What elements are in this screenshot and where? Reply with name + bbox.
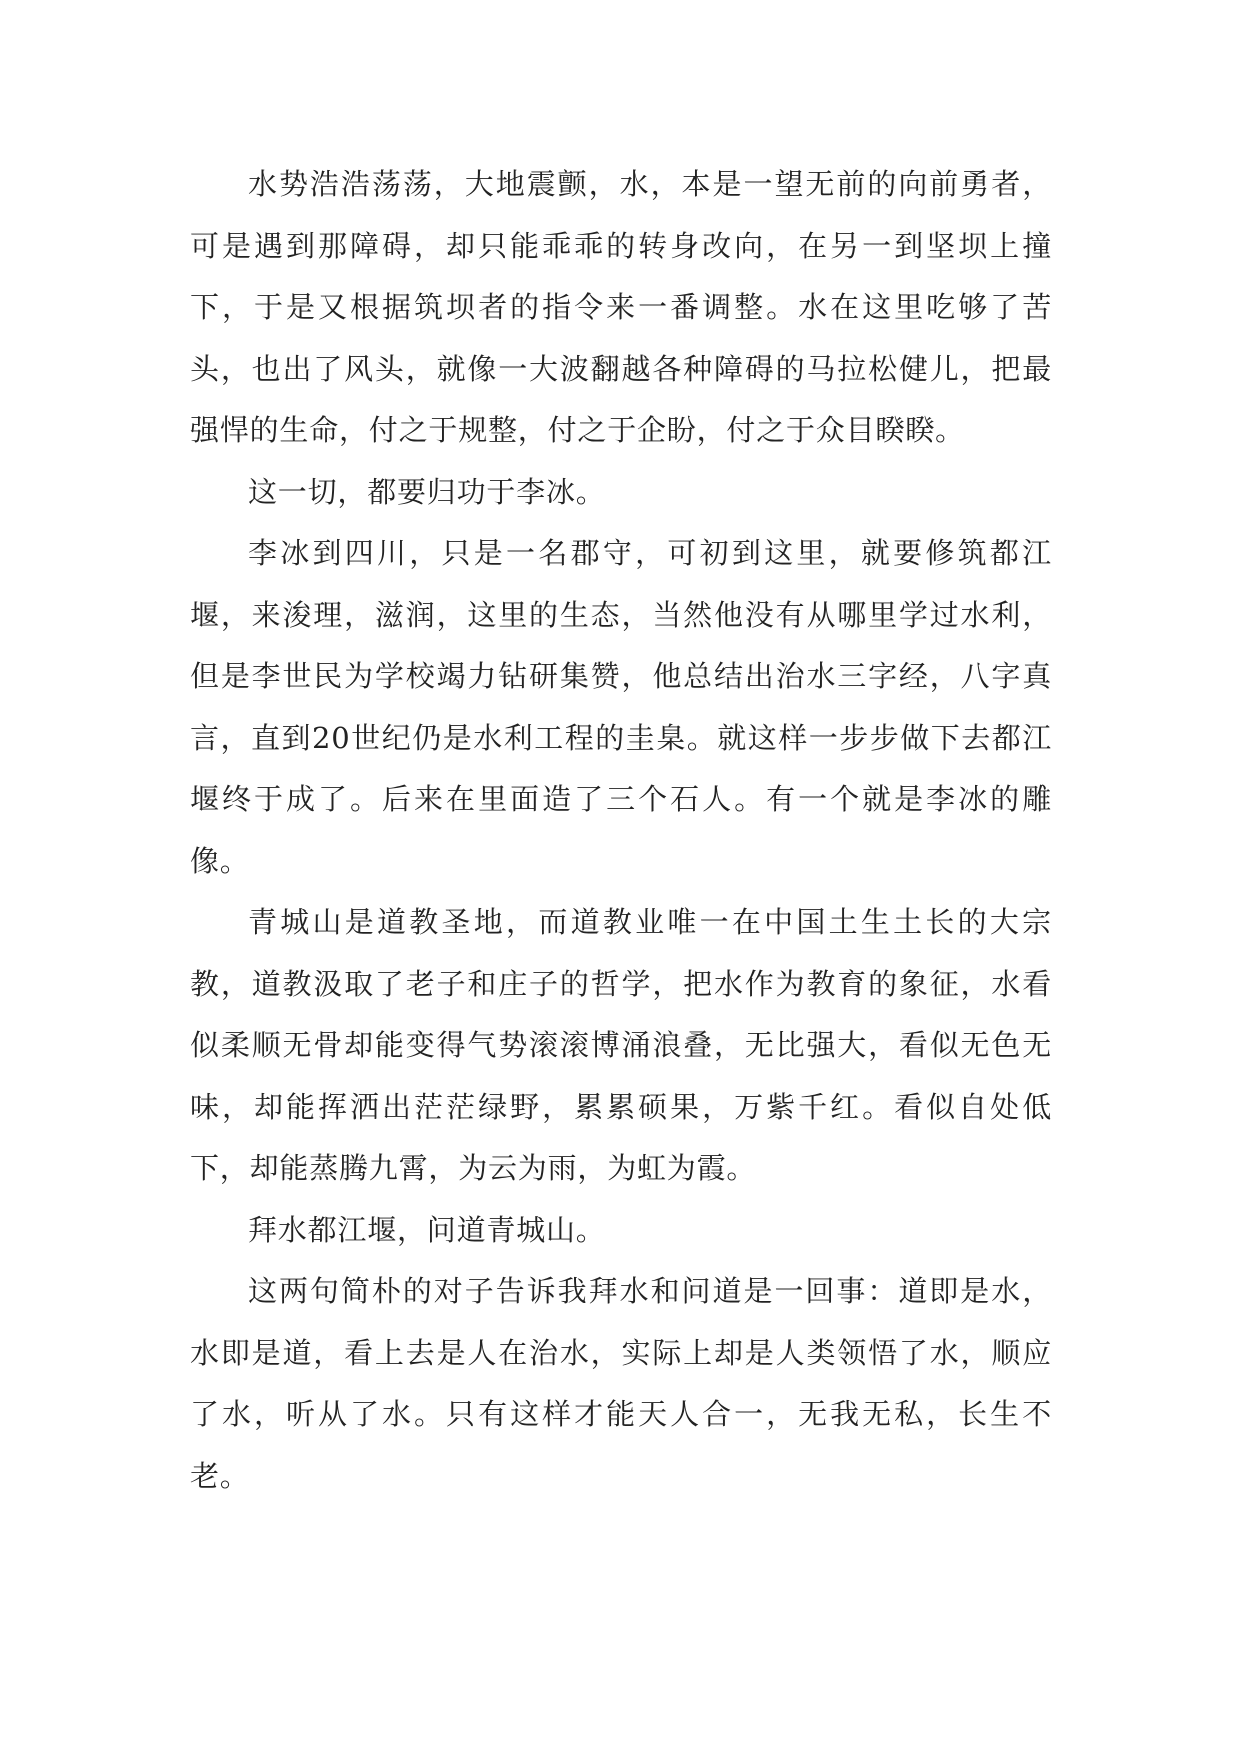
paragraph-2: 这一切，都要归功于李冰。 <box>248 474 606 509</box>
document-body <box>190 154 1052 1507</box>
paragraph-1: 水势浩浩荡荡，大地震颤，水，本是一望无前的向前勇者，可是遇到那障碍，却只能乖乖的转身改向，在另一到坚坝上撞下，于是又根据筑坝者的指令来一番调整。水在这里吃够了苦头，也出了风头，就像一大波翻越各种障碍的马拉松健儿，把最强悍的生命，付之于规整，付之于企盼，付之于众目睽睽。 <box>190 167 1052 447</box>
paragraph-5: 拜水都江堰，问道青城山。 <box>248 1212 606 1247</box>
paragraph-6: 这两句简朴的对子告诉我拜水和问道是一回事：道即是水，水即是道，看上去是人在治水，实际上却是人类领悟了水，顺应了水，听从了水。只有这样才能天人合一，无我无私，长生不老。 <box>190 1274 1052 1493</box>
paragraph-3: 李冰到四川，只是一名郡守，可初到这里，就要修筑都江堰，来浚理，滋润，这里的生态，当然他没有从哪里学过水利，但是李世民为学校竭力钻研集赞，他总结出治水三字经，八字真言，直到20世纪仍是水利工程的圭臬。就这样一步步做下去都江堰终于成了。后来在里面造了三个石人。有一个就是李冰的雕像。 <box>190 536 1052 878</box>
paragraph-4: 青城山是道教圣地，而道教业唯一在中国土生土长的大宗教，道教汲取了老子和庄子的哲学，把水作为教育的象征，水看似柔顺无骨却能变得气势滚滚博涌浪叠，无比强大，看似无色无味，却能挥洒出茫茫绿野，累累硕果，万紫千红。看似自处低下，却能蒸腾九霄，为云为雨，为虹为霞。 <box>190 905 1052 1185</box>
